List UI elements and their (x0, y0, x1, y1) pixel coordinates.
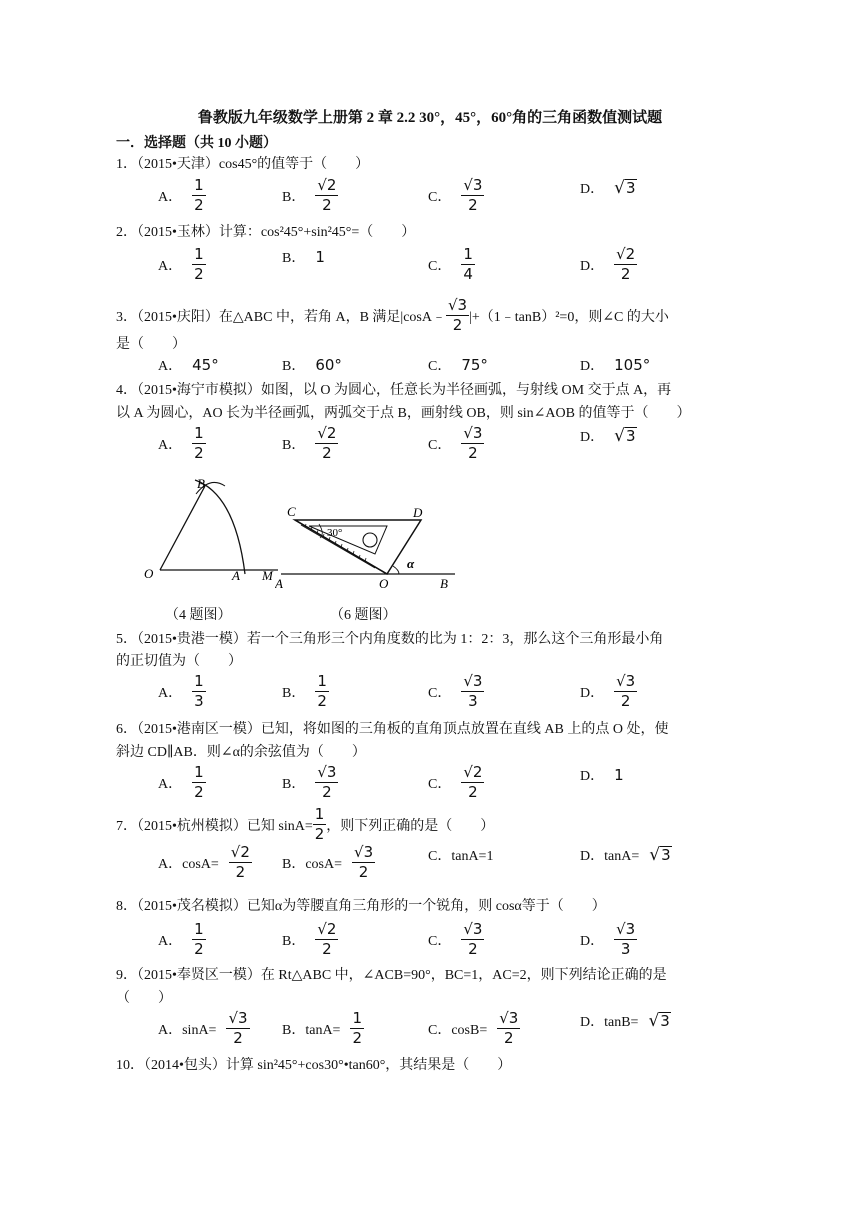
option-value: 45° (192, 356, 219, 374)
option-label: B． (282, 251, 306, 266)
option-c (428, 1011, 520, 1046)
fraction-denominator: 2 (233, 1029, 243, 1047)
radical-sign: √ (614, 177, 625, 198)
question-2: 2．（2015•玉林）计算：cos²45°+sin²45°=（ ） (116, 225, 416, 240)
fraction-denominator: 2 (468, 940, 478, 958)
fraction-numerator: √3 (447, 296, 468, 314)
question-4-line-2: 以 A 为圆心，AO 长为半径画弧，两弧交于点 B，画射线 OB，则 sin∠AOB 的值等于（ ） (116, 406, 691, 421)
fraction (461, 674, 484, 709)
option-d (580, 674, 637, 709)
label-alpha: α (407, 556, 415, 571)
fraction (315, 765, 338, 800)
label-m: M (262, 568, 273, 583)
radicand: 3 (625, 427, 636, 446)
fraction-numerator: 1 (194, 176, 204, 194)
fraction (315, 426, 338, 461)
label-a: A (232, 568, 240, 583)
fraction (352, 845, 375, 880)
option-a (158, 178, 206, 213)
option-b (282, 1011, 364, 1046)
fraction (461, 922, 484, 957)
fraction-numerator: 1 (194, 245, 204, 263)
fraction (497, 1011, 520, 1046)
fraction (461, 178, 484, 213)
option-label: D． (580, 182, 605, 197)
option-label: B． (282, 685, 306, 701)
option-d (580, 845, 672, 865)
question-3-line-2: 是（ ） (116, 337, 186, 352)
option-label: A． (158, 933, 183, 949)
fraction-numerator: 1 (194, 763, 204, 781)
fraction (192, 426, 206, 461)
question-6-line-2: 斜边 CD∥AB．则∠α的余弦值为（ ） (116, 745, 366, 760)
fraction-denominator: 2 (322, 444, 332, 462)
option-label: A． (158, 685, 183, 701)
option-c (428, 674, 484, 709)
option-c (428, 845, 503, 865)
option-d (580, 355, 650, 375)
question-9: 9．（2015•奉贤区一模）在 Rt△ABC 中，∠ACB=90°，BC=1，AC=2，则下列结论正确的是 (116, 968, 667, 983)
fraction (614, 922, 637, 957)
fraction-denominator: 3 (620, 940, 631, 958)
option-b (282, 355, 342, 375)
fraction (461, 426, 484, 461)
option-label: B． (282, 437, 306, 453)
fraction-denominator: 2 (352, 1029, 362, 1047)
option-label: C．cosB= (428, 1022, 488, 1038)
question-4: 4．（2015•海宁市模拟）如图，以 O 为圆心，任意长为半径画弧，与射线 OM 交于点 A，再 (116, 383, 672, 398)
fraction-numerator: √2 (317, 920, 337, 938)
option-label: D． (580, 430, 605, 445)
figure-6-caption: （6 题图） (330, 608, 397, 623)
option-a (158, 355, 219, 375)
question-6: 6．（2015•港南区一模）已知，将如图的三角板的直角顶点放置在直线 AB 上的点 O 处，使 (116, 722, 669, 737)
fraction (350, 1011, 364, 1046)
fraction-numerator: √3 (616, 920, 636, 938)
fraction-numerator: 1 (317, 672, 327, 690)
fraction-denominator: 2 (194, 940, 204, 958)
option-value: 1 (315, 248, 325, 266)
label-o: O (144, 566, 154, 581)
label-a6: A (275, 576, 283, 591)
question-7-part-b: ，则下列正确的是（ ） (326, 818, 495, 834)
radical-sign: √ (614, 425, 625, 446)
option-label: B．cosA= (282, 856, 343, 872)
option-c (428, 178, 484, 213)
question-7-part-a: 7．（2015•杭州模拟）已知 sinA= (116, 818, 313, 834)
option-value: 60° (315, 356, 342, 374)
fraction-numerator: 1 (194, 424, 204, 442)
fraction-denominator: 3 (194, 692, 204, 710)
fraction-numerator: 1 (352, 1009, 362, 1027)
fraction-numerator: 1 (463, 245, 473, 263)
option-d (580, 426, 637, 446)
fraction (226, 1011, 249, 1046)
fraction-numerator: √3 (463, 672, 483, 690)
fraction-numerator: √2 (317, 176, 337, 194)
fraction-denominator: 2 (314, 825, 325, 843)
option-label: B． (282, 359, 306, 374)
fraction-numerator: √3 (354, 843, 374, 861)
question-7 (116, 807, 494, 842)
option-label: B．tanA= (282, 1022, 341, 1038)
option-value: 75° (461, 356, 488, 374)
option-label: A． (158, 437, 183, 453)
option-label: C． (428, 189, 452, 205)
figure-4-caption: （4 题图） (165, 608, 232, 623)
label-c: C (287, 504, 296, 519)
option-d (580, 247, 637, 282)
section-heading: 一．选择题（共 10 小题） (116, 136, 277, 151)
fraction-numerator: √2 (616, 245, 636, 263)
fraction (461, 765, 484, 800)
fraction-denominator: 2 (452, 316, 463, 334)
question-3-part-a: 3．（2015•庆阳）在△ABC 中，若角 A，B 满足|cosA﹣ (116, 309, 446, 325)
option-c (428, 922, 484, 957)
fraction (192, 922, 206, 957)
fraction-denominator: 2 (317, 692, 327, 710)
fraction-numerator: √3 (463, 920, 483, 938)
option-label: A． (158, 776, 183, 792)
fraction-denominator: 2 (322, 783, 332, 801)
fraction (315, 674, 329, 709)
option-a (158, 845, 252, 880)
option-b (282, 845, 375, 880)
option-d (580, 178, 637, 198)
question-5-line-2: 的正切值为（ ） (116, 654, 242, 669)
fraction (614, 247, 637, 282)
option-d (580, 1011, 671, 1031)
option-b (282, 922, 338, 957)
option-label: B． (282, 189, 306, 205)
fraction-numerator: 1 (314, 805, 325, 823)
fraction (461, 247, 475, 282)
option-a (158, 922, 206, 957)
option-label: C． (428, 359, 452, 374)
square-root (649, 846, 671, 864)
radical-sign: √ (649, 844, 661, 865)
question-9-line-2: （ ） (116, 991, 172, 1006)
option-b (282, 765, 338, 800)
fraction (192, 178, 206, 213)
fraction-denominator: 3 (468, 692, 478, 710)
option-label: A． (158, 359, 183, 374)
fraction-denominator: 2 (620, 265, 631, 283)
fraction-numerator: √3 (499, 1009, 519, 1027)
fraction-denominator: 2 (194, 196, 204, 214)
option-c (428, 247, 475, 282)
option-label: C． (428, 258, 452, 274)
option-label: B． (282, 933, 306, 949)
fraction (229, 845, 252, 880)
option-b (282, 426, 338, 461)
option-label: B． (282, 776, 306, 792)
fraction-denominator: 2 (322, 196, 332, 214)
question-10: 10．（2014•包头）计算 sin²45°+cos30°•tan60°，其结果是（ ） (116, 1058, 512, 1073)
fraction-numerator: √2 (463, 763, 483, 781)
option-c (428, 426, 484, 461)
fraction-denominator: 2 (620, 692, 631, 710)
figure-6 (275, 500, 460, 592)
option-label: A． (158, 258, 183, 274)
fraction-numerator: √2 (230, 843, 250, 861)
option-label: D． (580, 685, 605, 701)
fraction (446, 298, 469, 333)
option-label: D． (580, 258, 605, 274)
label-angle: 30° (327, 527, 343, 539)
fraction-numerator: √3 (616, 672, 636, 690)
question-5: 5．（2015•贵港一模）若一个三角形三个内角度数的比为 1：2：3，那么这个三角形最小角 (116, 632, 664, 647)
fraction-denominator: 2 (468, 444, 478, 462)
fraction (315, 922, 338, 957)
option-label: C．tanA=1 (428, 849, 494, 864)
radical-sign: √ (648, 1010, 660, 1031)
fraction-denominator: 2 (194, 265, 204, 283)
radicand: 3 (661, 846, 671, 865)
option-a (158, 247, 206, 282)
radicand: 3 (625, 179, 636, 198)
fraction-numerator: √3 (317, 763, 337, 781)
option-label: D．tanA= (580, 849, 640, 864)
option-b (282, 178, 338, 213)
option-label: A．sinA= (158, 1022, 217, 1038)
option-label: C． (428, 776, 452, 792)
fraction (614, 674, 637, 709)
option-label: C． (428, 933, 452, 949)
option-a (158, 426, 206, 461)
label-b6: B (440, 576, 448, 591)
option-label: A．cosA= (158, 856, 219, 872)
question-3-part-b: |+（1﹣tanB）²=0，则∠C 的大小 (469, 309, 669, 325)
option-a (158, 1011, 250, 1046)
fraction (313, 807, 327, 842)
fraction-denominator: 2 (504, 1029, 514, 1047)
square-root (648, 1012, 670, 1030)
question-3 (116, 298, 669, 333)
option-label: D． (580, 359, 605, 374)
fraction-denominator: 2 (358, 863, 369, 881)
option-label: D． (580, 933, 605, 949)
fraction (192, 765, 206, 800)
fraction-denominator: 2 (235, 863, 246, 881)
fraction-denominator: 2 (468, 783, 478, 801)
option-a (158, 765, 206, 800)
option-b (282, 247, 325, 267)
fraction-denominator: 2 (194, 444, 204, 462)
fraction (315, 178, 338, 213)
fraction-numerator: √3 (228, 1009, 248, 1027)
fraction-denominator: 2 (468, 196, 478, 214)
fraction-numerator: √3 (463, 424, 483, 442)
fraction-denominator: 4 (463, 265, 473, 283)
option-value: 1 (614, 766, 624, 784)
fraction-denominator: 2 (322, 940, 332, 958)
label-o6: O (379, 576, 389, 591)
option-c (428, 355, 488, 375)
option-label: C． (428, 685, 452, 701)
fraction-denominator: 2 (194, 783, 204, 801)
option-label: A． (158, 189, 183, 205)
fraction (192, 247, 206, 282)
fraction-numerator: 1 (194, 672, 204, 690)
figure-4 (140, 474, 280, 589)
question-8: 8．（2015•茂名模拟）已知α为等腰直角三角形的一个锐角，则 cosα等于（ ） (116, 899, 606, 914)
fraction-numerator: √2 (317, 424, 337, 442)
option-d (580, 765, 624, 785)
option-a (158, 674, 206, 709)
option-value: 105° (614, 356, 651, 374)
radicand: 3 (660, 1012, 670, 1031)
option-c (428, 765, 484, 800)
fraction-numerator: 1 (194, 920, 204, 938)
option-b (282, 674, 329, 709)
fraction (192, 674, 206, 709)
question-1: 1．（2015•天津）cos45°的值等于（ ） (116, 157, 370, 172)
option-label: C． (428, 437, 452, 453)
option-d (580, 922, 637, 957)
label-b: B (197, 476, 205, 491)
page-title: 鲁教版九年级数学上册第 2 章 2.2 30°，45°，60°角的三角函数值测试题 (197, 110, 663, 126)
option-label: D．tanB= (580, 1015, 639, 1030)
label-d: D (413, 505, 423, 520)
square-root (614, 179, 636, 197)
fraction-numerator: √3 (463, 176, 483, 194)
option-label: D． (580, 769, 605, 784)
square-root (614, 427, 636, 445)
